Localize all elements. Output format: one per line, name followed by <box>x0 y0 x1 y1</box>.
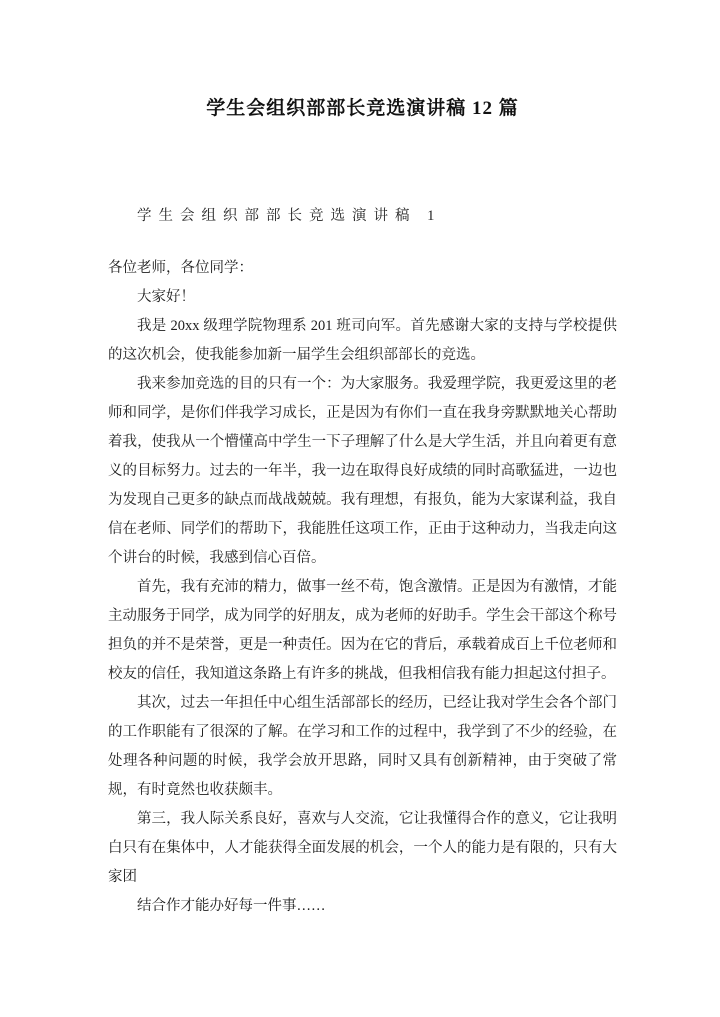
salutation-line: 各位老师，各位同学： <box>108 260 253 276</box>
body-paragraph: 首先，我有充沛的精力，做事一丝不苟，饱含激情。正是因为有激情，才能主动服务于同学，成为同学的好朋友，成为老师的好助手。学生会干部这个称号担负的并不是荣誉，更是一种责任。因为在它的背后，承载着成百上千位老师和校友的信任，我知道这条路上有许多的挑战，但我相信我有能力担起这付担子。 <box>108 579 617 682</box>
body-paragraph: 结合作才能办好每一件事…… <box>137 898 326 914</box>
body-paragraph: 其次，过去一年担任中心组生活部部长的经历，已经让我对学生会各个部门的工作职能有了很深的了解。在学习和工作的过程中，我学到了不少的经验，在处理各种问题的时候，我学会放开思路，同时又具有创新精神，由于突破了常规，有时竟然也收获颇丰。 <box>108 695 617 798</box>
document-title: 学生会组织部部长竞选演讲稿 12 篇 <box>206 98 519 119</box>
body-paragraph: 我来参加竞选的目的只有一个：为大家服务。我爱理学院，我更爱这里的老师和同学，是你们伴我学习成长，正是因为有你们一直在我身旁默默地关心帮助着我，使我从一个懵懂高中学生一下子理解了什么是大学生活，并且向着更有意义的目标努力。过去的一年半，我一边在取得良好成绩的同时高歌猛进，一边也为发现自己更多的缺点而战战兢兢。我有理想，有报负，能为大家谋利益，我自信在老师、同学们的帮助下，我能胜任这项工作，正由于这种动力，当我走向这个讲台的时候，我感到信心百倍。 <box>108 376 617 566</box>
body-paragraph: 大家好！ <box>137 289 195 305</box>
body-paragraph: 我是 20xx 级理学院物理系 201 班司向军。首先感谢大家的支持与学校提供的这次机会，使我能参加新一届学生会组织部部长的竞选。 <box>108 318 617 363</box>
body-paragraph: 第三，我人际关系良好，喜欢与人交流，它让我懂得合作的意义，它让我明白只有在集体中，人才能获得全面发展的机会，一个人的能力是有限的，只有大家团 <box>108 811 617 885</box>
document-body <box>108 254 617 921</box>
section-heading: 学生会组织部部长竞选演讲稿 1 <box>137 208 442 224</box>
